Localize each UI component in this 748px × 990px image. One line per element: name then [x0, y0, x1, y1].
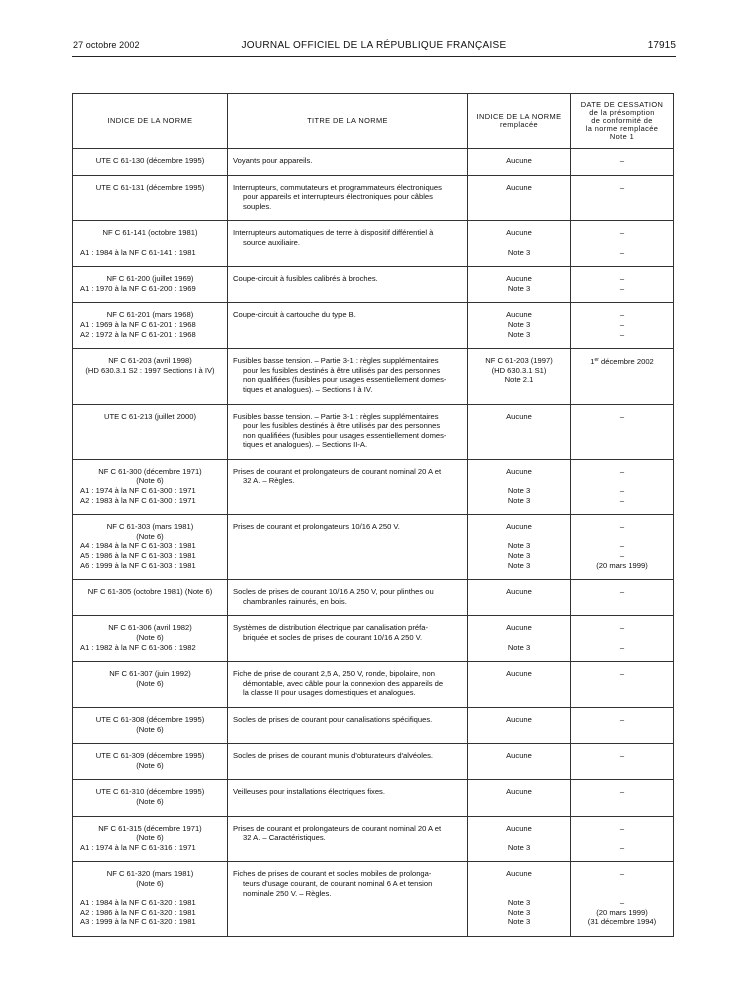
table-row [73, 780, 674, 816]
replaced-norm-cell: Aucune Note 3 Note 3 Note 3 [468, 515, 571, 580]
norm-title-cell: Interrupteurs automatiques de terre à dispositif différentiel à source auxiliaire. [228, 221, 468, 267]
page-number: 17915 [647, 40, 676, 51]
norms-table [72, 93, 674, 937]
norm-title-cell: Fiches de prises de courant et socles mobiles de prolonga- teurs d'usage courant, de courant nominal 6 A et tension nominale 250 V. – Règles. [228, 862, 468, 937]
norm-title-cell: Prises de courant et prolongateurs de courant nominal 20 A et 32 A. – Caractéristiques. [228, 816, 468, 862]
cessation-date-cell: – [571, 175, 674, 221]
cessation-date-cell: – [571, 662, 674, 708]
norm-title-cell: Veilleuses pour installations électriques fixes. [228, 780, 468, 816]
norm-index-cell: UTE C 61-310 (décembre 1995) (Note 6) [73, 780, 228, 816]
table-row [73, 303, 674, 349]
cessation-date-cell: – [571, 404, 674, 459]
norm-index-cell: NF C 61-200 (juillet 1969) A1 : 1970 à la NF C 61-200 : 1969 [73, 267, 228, 303]
norm-title-cell: Fusibles basse tension. – Partie 3-1 : règles supplémentaires pour les fusibles destinés à être utilisés par des personnes non qualifiées (fusibles pour usages essentiellement domes- tiques et analogues). – Sections II-A. [228, 404, 468, 459]
replaced-norm-cell: Aucune [468, 149, 571, 176]
journal-title: JOURNAL OFFICIEL DE LA RÉPUBLIQUE FRANÇAISE [241, 40, 507, 51]
cessation-date-cell: – [571, 149, 674, 176]
replaced-norm-cell: Aucune [468, 580, 571, 616]
table-row [73, 459, 674, 514]
cessation-date-cell: 1er décembre 2002 [571, 349, 674, 404]
norm-title-cell: Prises de courant et prolongateurs 10/16 A 250 V. [228, 515, 468, 580]
replaced-norm-cell: Aucune [468, 404, 571, 459]
norm-index-cell: NF C 61-300 (décembre 1971) (Note 6) A1 : 1974 à la NF C 61-300 : 1971 A2 : 1983 à la NF C 61-300 : 1971 [73, 459, 228, 514]
norm-title-cell: Socles de prises de courant munis d'obturateurs d'alvéoles. [228, 744, 468, 780]
table-row [73, 175, 674, 221]
norm-title-cell: Prises de courant et prolongateurs de courant nominal 20 A et 32 A. – Règles. [228, 459, 468, 514]
col-header-replaced-norm: INDICE DE LA NORME remplacée [468, 94, 571, 149]
norm-index-cell: UTE C 61-308 (décembre 1995) (Note 6) [73, 707, 228, 743]
replaced-norm-cell: Aucune Note 3 [468, 267, 571, 303]
norm-index-cell: NF C 61-307 (juin 1992) (Note 6) [73, 662, 228, 708]
norm-index-cell: UTE C 61-130 (décembre 1995) [73, 149, 228, 176]
norm-title-cell: Systèmes de distribution électrique par canalisation préfa- briquée et socles de prises de courant 10/16 A 250 V. [228, 616, 468, 662]
table-row [73, 816, 674, 862]
cessation-date-cell: – [571, 744, 674, 780]
replaced-norm-cell: Aucune [468, 662, 571, 708]
cessation-date-cell: – [571, 780, 674, 816]
table-row [73, 744, 674, 780]
norm-title-cell: Voyants pour appareils. [228, 149, 468, 176]
table-row [73, 580, 674, 616]
replaced-norm-cell: Aucune [468, 744, 571, 780]
norm-index-cell: NF C 61-141 (octobre 1981) A1 : 1984 à la NF C 61-141 : 1981 [73, 221, 228, 267]
norm-title-cell: Interrupteurs, commutateurs et programmateurs électroniques pour appareils et interrupteurs électroniques pour câbles souples. [228, 175, 468, 221]
replaced-norm-cell: Aucune Note 3 Note 3 [468, 303, 571, 349]
norm-title-cell: Fusibles basse tension. – Partie 3-1 : règles supplémentaires pour les fusibles destinés à être utilisés par des personnes non qualifiées (fusibles pour usages essentiellement domes- tiques et analogues). – Sections I à IV. [228, 349, 468, 404]
cessation-date-cell: – – [571, 616, 674, 662]
table-row [73, 616, 674, 662]
norm-index-cell: NF C 61-303 (mars 1981) (Note 6) A4 : 1984 à la NF C 61-303 : 1981 A5 : 1986 à la NF C 61-303 : 1981 A6 : 1999 à la NF C 61-303 : 1981 [73, 515, 228, 580]
cessation-date-cell: – – [571, 221, 674, 267]
norm-title-cell: Coupe-circuit à cartouche du type B. [228, 303, 468, 349]
table-row [73, 221, 674, 267]
table-row [73, 662, 674, 708]
norm-index-cell: NF C 61-305 (octobre 1981) (Note 6) [73, 580, 228, 616]
cessation-date-cell: – – – [571, 459, 674, 514]
norm-index-cell: NF C 61-201 (mars 1968) A1 : 1969 à la NF C 61-201 : 1968 A2 : 1972 à la NF C 61-201 : 1968 [73, 303, 228, 349]
col-header-cessation-date: DATE DE CESSATION de la présomption de conformité de la norme remplacée Note 1 [571, 94, 674, 149]
cessation-date-cell: – – (20 mars 1999) (31 décembre 1994) [571, 862, 674, 937]
replaced-norm-cell: Aucune Note 3 Note 3 [468, 459, 571, 514]
table-row [73, 515, 674, 580]
norm-index-cell: UTE C 61-213 (juillet 2000) [73, 404, 228, 459]
norm-index-cell: UTE C 61-309 (décembre 1995) (Note 6) [73, 744, 228, 780]
norm-index-cell: NF C 61-320 (mars 1981) (Note 6) A1 : 1984 à la NF C 61-320 : 1981 A2 : 1986 à la NF C 61-320 : 1981 A3 : 1999 à la NF C 61-320 : 1981 [73, 862, 228, 937]
cessation-date-cell: – [571, 707, 674, 743]
norm-index-cell: NF C 61-315 (décembre 1971) (Note 6) A1 : 1974 à la NF C 61-316 : 1971 [73, 816, 228, 862]
replaced-norm-cell: Aucune [468, 707, 571, 743]
col-header-norm-index: INDICE DE LA NORME [73, 94, 228, 149]
replaced-norm-cell: Aucune [468, 175, 571, 221]
header-rule [72, 56, 676, 57]
table-row [73, 404, 674, 459]
norm-title-cell: Socles de prises de courant pour canalisations spécifiques. [228, 707, 468, 743]
replaced-norm-cell: NF C 61-203 (1997) (HD 630.3.1 S1) Note 2.1 [468, 349, 571, 404]
table-row [73, 862, 674, 937]
table-row [73, 349, 674, 404]
page-date: 27 octobre 2002 [73, 40, 140, 50]
norm-index-cell: NF C 61-306 (avril 1982) (Note 6) A1 : 1982 à la NF C 61-306 : 1982 [73, 616, 228, 662]
replaced-norm-cell: Aucune Note 3 [468, 816, 571, 862]
replaced-norm-cell: Aucune Note 3 Note 3 Note 3 [468, 862, 571, 937]
norm-index-cell: UTE C 61-131 (décembre 1995) [73, 175, 228, 221]
cessation-date-cell: – – [571, 816, 674, 862]
norm-title-cell: Socles de prises de courant 10/16 A 250 V, pour plinthes ou chambranles rainurés, en bois. [228, 580, 468, 616]
col-header-norm-title: TITRE DE LA NORME [228, 94, 468, 149]
replaced-norm-cell: Aucune Note 3 [468, 616, 571, 662]
norm-title-cell: Coupe-circuit à fusibles calibrés à broches. [228, 267, 468, 303]
norm-index-cell: NF C 61-203 (avril 1998) (HD 630.3.1 S2 : 1997 Sections I à IV) [73, 349, 228, 404]
norm-title-cell: Fiche de prise de courant 2,5 A, 250 V, ronde, bipolaire, non démontable, avec câble pour la connexion des appareils de la classe II pour usages domestiques et analogues. [228, 662, 468, 708]
cessation-date-cell: – – [571, 267, 674, 303]
table-header-row [73, 94, 674, 149]
replaced-norm-cell: Aucune [468, 780, 571, 816]
table-row [73, 149, 674, 176]
table-row [73, 267, 674, 303]
table-row [73, 707, 674, 743]
cessation-date-cell: – – – (20 mars 1999) [571, 515, 674, 580]
cessation-date-cell: – – – [571, 303, 674, 349]
replaced-norm-cell: Aucune Note 3 [468, 221, 571, 267]
cessation-date-cell: – [571, 580, 674, 616]
